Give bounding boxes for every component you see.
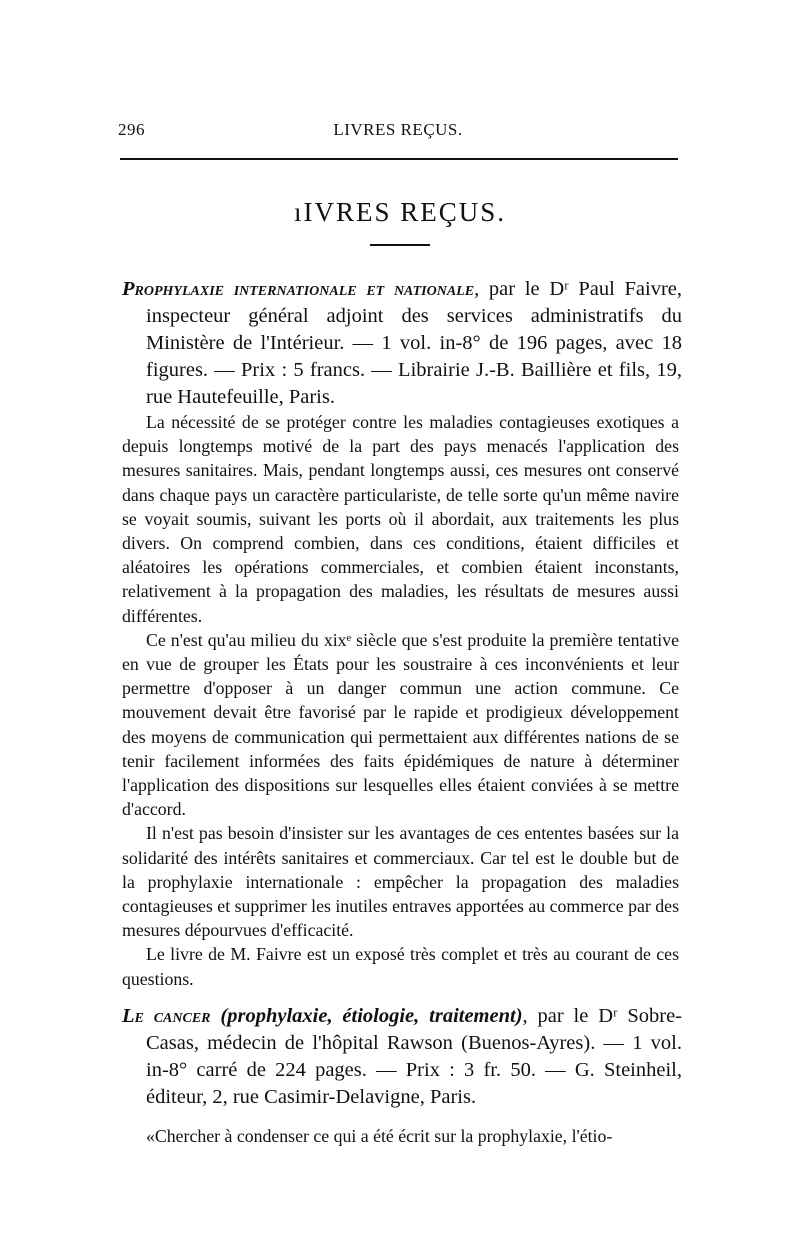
running-title: LIVRES REÇUS. (333, 120, 463, 139)
page-number: 296 (118, 120, 145, 139)
review-1-book-title: Prophylaxie internationale et nationale (122, 278, 475, 300)
review-1-details: , par le Dʳ Paul Faivre, inspecteur général adjoint des services administratifs du Ministère de l'Intérieur. — 1 vol. in-8° de 196 pages, avec 18 figures. — Prix : 5 francs. — Librairie J.-B. Baillière et fils, 19, rue Hautefeuille, Paris. (146, 278, 682, 408)
review-1-paragraph: Il n'est pas besoin d'insister sur les avantages de ces ententes basées sur la solidarité des intérêts sanitaires et commerciaux. Car tel est le double but de la prophylaxie internationale : empêcher la propagation des maladies contagieuses et supprimer les inutiles entraves apportées au commerce par des mesures dépourvues d'efficacité. (122, 823, 679, 941)
review-2-body (122, 1124, 679, 1148)
review-1-paragraph: Le livre de M. Faivre est un exposé très complet et très au courant de ces questions. (122, 944, 679, 989)
section-title: ıIVRES REÇUS. (293, 197, 507, 227)
review-1-paragraph: La nécessité de se protéger contre les maladies contagieuses exotiques a depuis longtemps motivé de la part des pays menacés l'application des mesures sanitaires. Mais, pendant longtemps aussi, ces mesures ont conservé dans chaque pays un caractère particulariste, de telle sorte qu'un même navire se voyait soumis, suivant les ports où il abordait, aux traitements les plus divers. On comprend combien, dans ces conditions, étaient difficiles et aléatoires les opérations commerciales, et combien étaient inconstants, relativement à la propagation des maladies, les résultats de mesures aussi différentes. (122, 412, 679, 626)
review-2-details: , par le Dʳ Sobre-Casas, médecin de l'hôpital Rawson (Buenos-Ayres). — 1 vol. in-8° carré de 224 pages. — Prix : 3 fr. 50. — G. Steinheil, éditeur, 2, rue Casimir-Delavigne, Paris. (146, 1005, 682, 1108)
header-rule (120, 158, 678, 160)
title-rule (370, 244, 430, 246)
review-1-paragraph: Ce n'est qu'au milieu du xixᵉ siècle que s'est produite la première tentative en vue de grouper les États pour les soustraire à ces inconvénients et leur permettre d'opposer à un danger commun une action commune. Ce mouvement devait être favorisé par le rapide et prodigieux développement des moyens de communication qui permettaient aux différentes nations de se tenir facilement informées des faits épidémiques de nature à déterminer l'application des dispositions sur lesquelles elles étaient conviées à se mettre d'accord. (122, 629, 679, 820)
review-2-citation (122, 1003, 682, 1111)
review-1-body (122, 410, 679, 991)
review-1-citation (122, 276, 682, 411)
review-2-paragraph: «Chercher à condenser ce qui a été écrit sur la prophylaxie, l'étio- (146, 1126, 613, 1146)
review-2-subtitle: (prophylaxie, étiologie, traitement) (210, 1005, 523, 1027)
running-head (118, 120, 678, 144)
review-2-book-title: Le cancer (122, 1005, 211, 1027)
